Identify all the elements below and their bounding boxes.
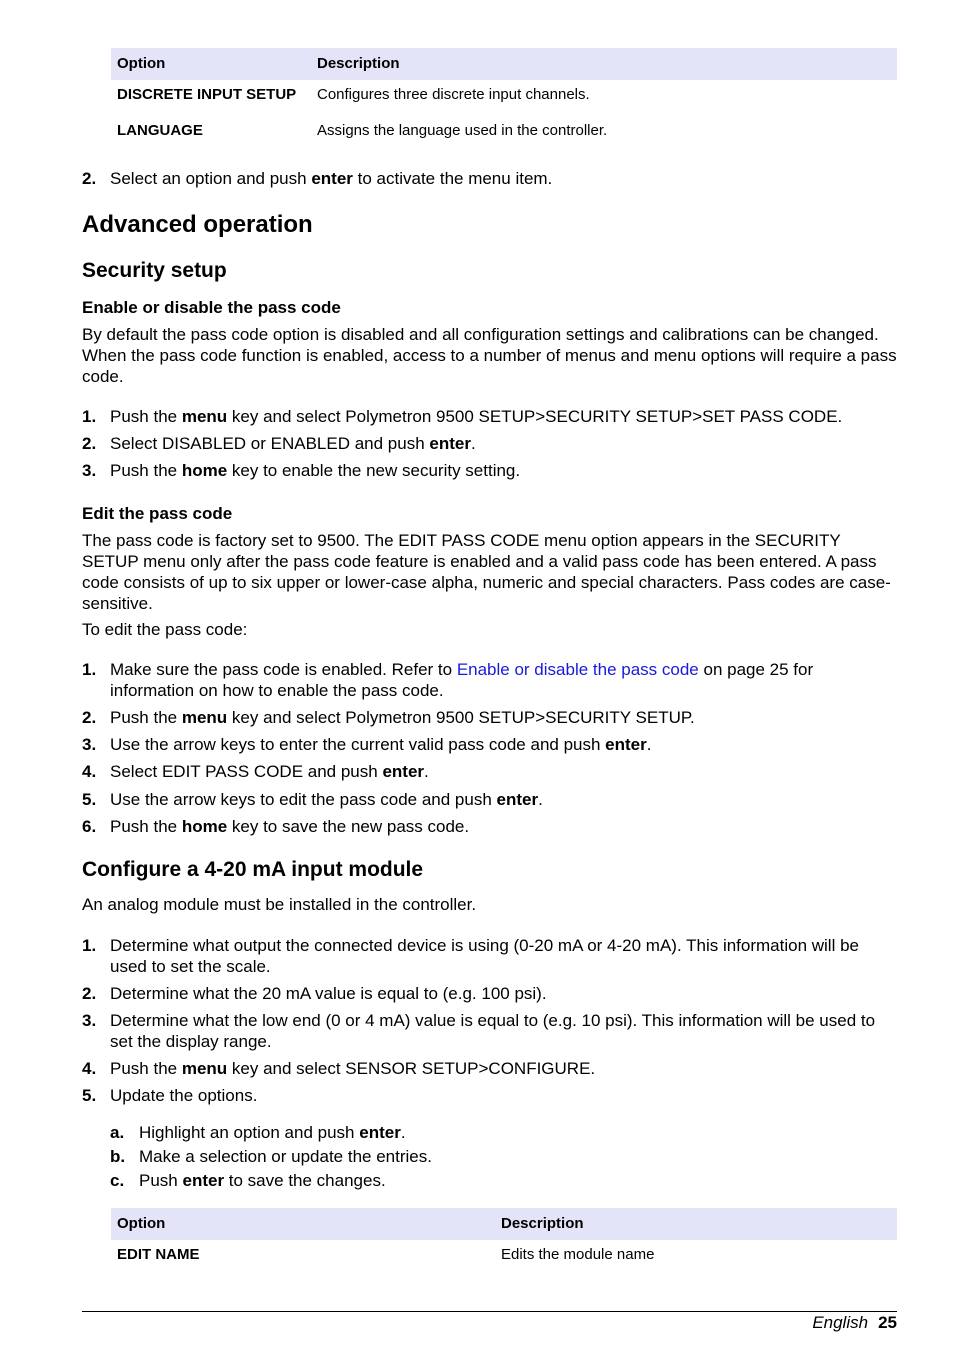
step-number: 3. — [82, 461, 97, 480]
step-text — [110, 168, 900, 189]
step-number: 6. — [82, 817, 97, 836]
edit-step — [82, 707, 900, 728]
step-keyword: enter — [605, 735, 647, 754]
step-text-pre: Make sure the pass code is enabled. Refer to — [110, 660, 457, 679]
heading-advanced-operation: Advanced operation — [82, 211, 313, 238]
step-text — [110, 460, 900, 481]
configure-substep — [110, 1170, 900, 1191]
step-number: 4. — [82, 1059, 97, 1078]
table-row — [111, 1240, 897, 1270]
paragraph-edit-lead: To edit the pass code: — [82, 620, 248, 639]
substep-letter: b. — [110, 1147, 126, 1166]
table-header: Option — [111, 48, 311, 80]
step-number: 3. — [82, 1011, 97, 1030]
step-text — [110, 406, 900, 427]
step-keyword: enter — [359, 1123, 401, 1142]
enable-step — [82, 460, 900, 481]
substep-text — [139, 1146, 900, 1167]
configure-substep — [110, 1122, 900, 1143]
cross-reference-link[interactable]: Enable or disable the pass code — [456, 660, 699, 679]
step-text-post: on page 25 for information on how to enable the pass code. — [110, 660, 814, 700]
step-number: 5. — [82, 790, 97, 809]
step-number: 5. — [82, 1086, 97, 1105]
step-text-post: key to save the new pass code. — [227, 817, 470, 836]
step-text-post: . — [470, 434, 476, 453]
configure-step — [82, 1010, 900, 1052]
step-text — [110, 659, 900, 701]
paragraph-edit-intro: The pass code is factory set to 9500. The EDIT PASS CODE menu option appears in the SECURITY SETUP menu only after the pass code feature is enabled and a valid pass code has been entered. A pass code consists of up to six upper or lower-case alpha, numeric and special characters. Pass codes are case-sensitive. — [82, 531, 891, 613]
step-text-post: . — [400, 1123, 406, 1142]
step-keyword: enter — [496, 790, 539, 809]
edit-step — [82, 789, 900, 810]
step-number: 1. — [82, 660, 97, 679]
footer-divider — [82, 1311, 897, 1312]
configure-step — [82, 1058, 900, 1079]
heading-security-setup: Security setup — [82, 259, 227, 282]
table-header-row — [111, 1208, 897, 1240]
configure-step — [82, 1085, 900, 1106]
step-text: Determine what output the connected device is using (0-20 mA or 4-20 mA). This information will be used to set the scale. — [110, 936, 859, 976]
step-text-post: . — [538, 790, 543, 809]
step-text: Update the options. — [110, 1086, 258, 1105]
heading-edit-pass-code: Edit the pass code — [82, 504, 233, 523]
step-text-pre: Select EDIT PASS CODE and push — [110, 762, 383, 781]
table-cell-option: EDIT NAME — [117, 1246, 200, 1263]
table-cell-option: LANGUAGE — [117, 122, 203, 139]
step-keyword: enter — [429, 434, 471, 453]
step-keyword: menu — [181, 708, 228, 727]
step-text-pre: Select an option and push — [110, 169, 312, 188]
step-text-post: key and select Polymetron 9500 SETUP>SECURITY SETUP>SET PASS CODE. — [227, 407, 843, 426]
step-keyword: home — [181, 461, 228, 480]
table-header: Option — [111, 1208, 495, 1240]
step-text-post: . — [646, 735, 652, 754]
step-text-pre: Make a selection or update the entries. — [139, 1147, 432, 1166]
step-text — [110, 433, 900, 454]
step-text-pre: Push the — [110, 407, 182, 426]
step-text — [110, 789, 900, 810]
footer-language: English — [812, 1313, 869, 1332]
step-text-pre: Push the — [110, 1059, 182, 1078]
top-options-table — [111, 48, 897, 146]
step-keyword: menu — [181, 407, 228, 426]
substep-text — [139, 1170, 900, 1191]
step-number: 2. — [82, 708, 97, 727]
page-footer — [812, 1312, 897, 1333]
step-text-post: key to enable the new security setting. — [227, 461, 521, 480]
step-text — [110, 734, 900, 755]
top-step-2 — [82, 168, 900, 189]
enable-step — [82, 406, 900, 427]
paragraph-enable-intro: By default the pass code option is disabled and all configuration settings and calibrations can be changed. When the pass code function is enabled, access to a number of menus and menu options will require a pass code. — [82, 325, 897, 386]
step-text-post: to save the changes. — [224, 1171, 386, 1190]
step-text-pre: Push the — [110, 708, 182, 727]
step-text: Determine what the low end (0 or 4 mA) value is equal to (e.g. 10 psi). This information will be used to set the display range. — [110, 1011, 876, 1051]
table-cell-description: Edits the module name — [501, 1246, 655, 1263]
step-keyword: home — [181, 817, 228, 836]
step-text-pre: Push — [139, 1171, 183, 1190]
step-text-pre: Push the — [110, 461, 182, 480]
edit-step — [82, 816, 900, 837]
step-number: 4. — [82, 762, 97, 781]
heading-enable-disable-pass-code: Enable or disable the pass code — [82, 298, 341, 317]
enable-step — [82, 433, 900, 454]
substep-letter: c. — [110, 1171, 125, 1190]
substep-text — [139, 1122, 900, 1143]
step-keyword: menu — [181, 1059, 228, 1078]
step-number: 3. — [82, 735, 97, 754]
paragraph-configure-intro: An analog module must be installed in the controller. — [82, 895, 477, 914]
step-text-post: key and select Polymetron 9500 SETUP>SECURITY SETUP. — [227, 708, 695, 727]
module-options-table — [111, 1208, 897, 1270]
step-text-pre: Highlight an option and push — [139, 1123, 360, 1142]
step-keyword: enter — [382, 762, 425, 781]
step-text — [110, 761, 900, 782]
step-text — [110, 707, 900, 728]
step-text-post: key and select SENSOR SETUP>CONFIGURE. — [227, 1059, 596, 1078]
step-number: 1. — [82, 407, 97, 426]
table-cell-description: Configures three discrete input channels. — [317, 86, 590, 103]
table-header-row — [111, 48, 897, 80]
edit-step — [82, 761, 900, 782]
step-number: 2. — [82, 434, 97, 453]
step-keyword: enter — [182, 1171, 225, 1190]
configure-step — [82, 983, 900, 1004]
step-number: 1. — [82, 936, 97, 955]
table-row — [111, 116, 897, 146]
step-text-post: . — [424, 762, 429, 781]
configure-step — [82, 935, 900, 977]
heading-configure-module: Configure a 4-20 mA input module — [82, 858, 424, 881]
substep-letter: a. — [110, 1123, 125, 1142]
table-header: Description — [495, 1208, 897, 1240]
table-cell-option: DISCRETE INPUT SETUP — [117, 86, 297, 103]
step-text-post: to activate the menu item. — [352, 169, 553, 188]
step-text-pre: Use the arrow keys to edit the pass code and push — [110, 790, 497, 809]
step-keyword: enter — [311, 169, 353, 188]
step-text: Determine what the 20 mA value is equal to (e.g. 100 psi). — [110, 984, 547, 1003]
step-text — [110, 1058, 900, 1079]
configure-substep — [110, 1146, 900, 1167]
step-text-pre: Select DISABLED or ENABLED and push — [110, 434, 430, 453]
step-text — [110, 816, 900, 837]
step-number: 2. — [82, 984, 97, 1003]
table-cell-description: Assigns the language used in the controller. — [317, 122, 608, 139]
step-text-pre: Use the arrow keys to enter the current valid pass code and push — [110, 735, 606, 754]
edit-step — [82, 659, 900, 701]
footer-page-number: 25 — [878, 1313, 897, 1332]
step-number: 2. — [82, 169, 97, 188]
step-text-pre: Push the — [110, 817, 182, 836]
table-header: Description — [311, 48, 897, 80]
edit-step — [82, 734, 900, 755]
table-row — [111, 80, 897, 116]
